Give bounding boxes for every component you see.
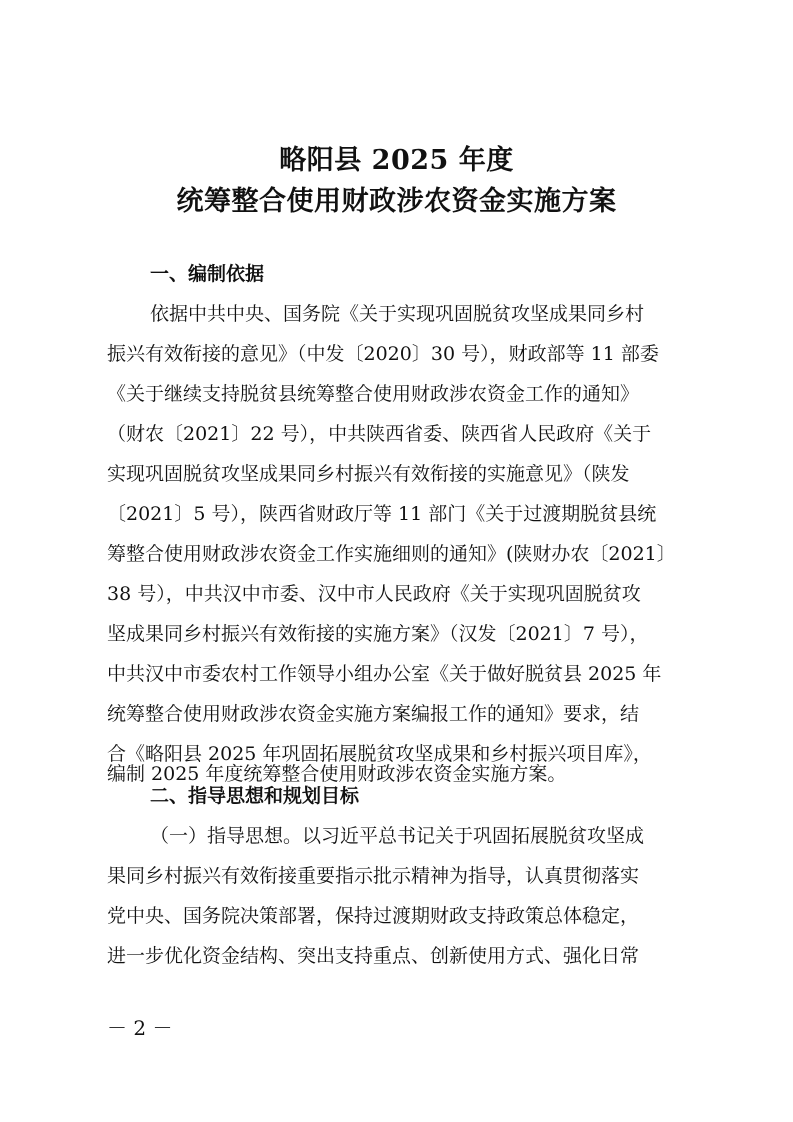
paragraph-line: 进一步优化资金结构、突出支持重点、创新使用方式、强化日常	[107, 945, 640, 967]
paragraph-line: 38 号），中共汉中市委、汉中市人民政府《关于实现巩固脱贫攻	[107, 583, 641, 605]
paragraph-line: 筹整合使用财政涉农资金工作实施细则的通知》(陕财办农〔2021〕	[107, 543, 676, 565]
paragraph-line: 编制 2025 年度统筹整合使用财政涉农资金实施方案。	[107, 763, 567, 785]
paragraph-line: （一）指导思想。以习近平总书记关于巩固拓展脱贫攻坚成	[150, 825, 645, 847]
paragraph-line: 《关于继续支持脱贫县统筹整合使用财政涉农资金工作的通知》	[107, 383, 640, 405]
paragraph-line: 〔2021〕5 号），陕西省财政厅等 11 部门《关于过渡期脱贫县统	[107, 503, 657, 525]
section-heading-guiding-thought: 二、指导思想和规划目标	[150, 785, 360, 807]
page-number: － 2 －	[107, 1016, 173, 1040]
paragraph-line: 实现巩固脱贫攻坚成果同乡村振兴有效衔接的实施意见》（陕发	[107, 463, 630, 485]
section-heading-basis: 一、编制依据	[150, 263, 265, 285]
paragraph-line: 中共汉中市委农村工作领导小组办公室《关于做好脱贫县 2025 年	[107, 663, 662, 685]
paragraph-line: 党中央、国务院决策部署，保持过渡期财政支持政策总体稳定，	[107, 905, 640, 927]
paragraph-line: 统筹整合使用财政涉农资金实施方案编报工作的通知》要求，结	[107, 703, 640, 725]
document-title-line-2: 统筹整合使用财政涉农资金实施方案	[176, 186, 617, 217]
paragraph-line: 振兴有效衔接的意见》（中发〔2020〕30 号），财政部等 11 部委	[107, 343, 659, 365]
paragraph-line: 坚成果同乡村振兴有效衔接的实施方案》（汉发〔2021〕7 号），	[107, 623, 649, 645]
paragraph-line: 果同乡村振兴有效衔接重要指示批示精神为指导，认真贯彻落实	[107, 865, 640, 887]
paragraph-line: 依据中共中央、国务院《关于实现巩固脱贫攻坚成果同乡村	[150, 303, 645, 325]
paragraph-line: （财农〔2021〕22 号），中共陕西省委、陕西省人民政府《关于	[107, 423, 652, 445]
paragraph-line: 合《略阳县 2025 年巩固拓展脱贫攻坚成果和乡村振兴项目库》，	[107, 743, 652, 765]
document-title-line-1: 略阳县 2025 年度	[279, 145, 514, 176]
